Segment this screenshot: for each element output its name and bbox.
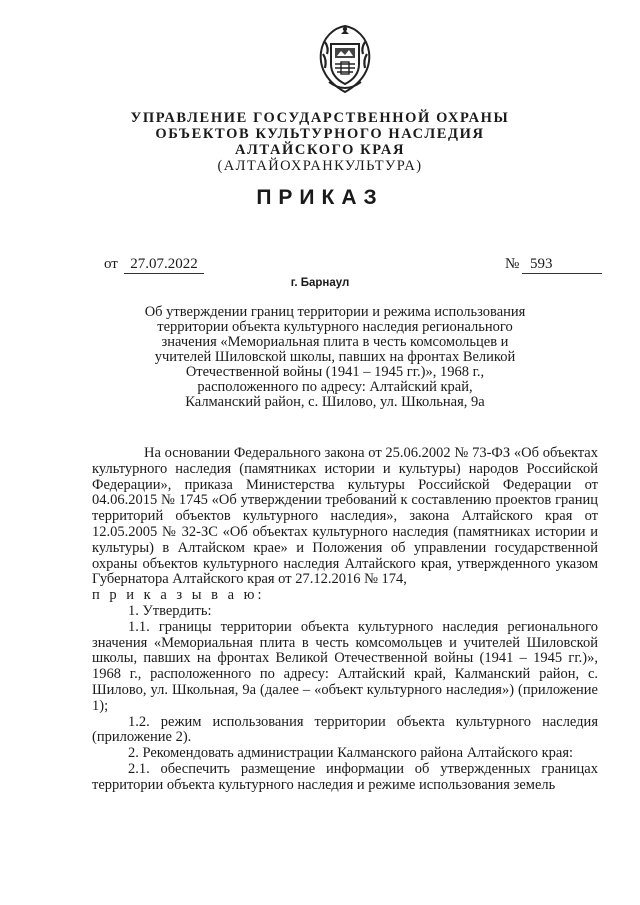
city: г. Барнаул (290, 277, 350, 289)
document-type-heading: ПРИКАЗ (256, 186, 384, 209)
org-abbreviation: (АЛТАЙОХРАНКУЛЬТУРА) (217, 158, 423, 174)
org-name-line: ОБЪЕКТОВ КУЛЬТУРНОГО НАСЛЕДИЯ (155, 126, 485, 142)
title-line: территории объекта культурного наследия регионального (157, 319, 513, 335)
title-line: Отечественной войны (1941 – 1945 гг.)», 1968 г., (185, 364, 485, 380)
document-number: 593 (522, 256, 602, 274)
org-name-line: АЛТАЙСКОГО КРАЯ (234, 142, 406, 158)
clause-1-1: 1.1. границы территории объекта культурного наследия регионального значения «Мемориальная плита в честь комсомольцев и учителей Шиловской школы, павших на фронтах Великой Отечественной войны (1941 – 1945 гг.)», 1968 г., расположенного по адресу: Алтайский край, Калманский район, с. Шилово, ул. Школьная, 9а (далее – «объект культурного наследия») (приложение 1); (92, 618, 598, 714)
preamble-paragraph: На основании Федерального закона от 25.06.2002 № 73-ФЗ «Об объектах культурного наследия (памятниках истории и культуры) народов Российской Федерации», приказа Министерства культуры Российской Федерации от 04.06.2015 № 1745 «Об утверждении требований к составлению проектов границ территорий объектов культурного наследия», закона Алтайского края от 12.05.2005 № 32-ЗС «Об объектах культурного наследия (памятниках истории и культуры) в Алтайском крае» и Положения об управлении государственной охраны объектов культурного наследия Алтайского края, утвержденного указом Губернатора Алтайского края от 27.12.2016 № 174, (92, 445, 598, 588)
clause-1-2: 1.2. режим использования территории объекта культурного наследия (приложение 2). (92, 713, 598, 746)
clause-1: 1. Утвердить: (128, 602, 212, 619)
title-line: учителей Шиловской школы, павших на фронтах Великой (154, 349, 516, 365)
date-label: от (104, 256, 118, 272)
clause-2: 2. Рекомендовать администрации Калманского района Алтайского края: (128, 745, 574, 762)
clause-2-1: 2.1. обеспечить размещение информации об утвержденных границах территории объекта культурного наследия и режиме использования земель (92, 760, 598, 793)
title-line: Калманский район, с. Шилово, ул. Школьная, 9а (185, 394, 485, 410)
title-line: расположенного по адресу: Алтайский край, (197, 379, 473, 395)
coat-of-arms-icon (313, 24, 377, 94)
order-word: п р и к а з ы в а ю: (92, 587, 265, 604)
document-title (110, 305, 560, 410)
org-name-line: УПРАВЛЕНИЕ ГОСУДАРСТВЕННОЙ ОХРАНЫ (130, 110, 510, 126)
title-line: значения «Мемориальная плита в честь комсомольцев и (161, 334, 509, 350)
title-line: Об утверждении границ территории и режима использования (144, 304, 526, 320)
document-date: 27.07.2022 (124, 256, 204, 274)
number-label: № (505, 256, 520, 272)
document-body (92, 446, 598, 794)
